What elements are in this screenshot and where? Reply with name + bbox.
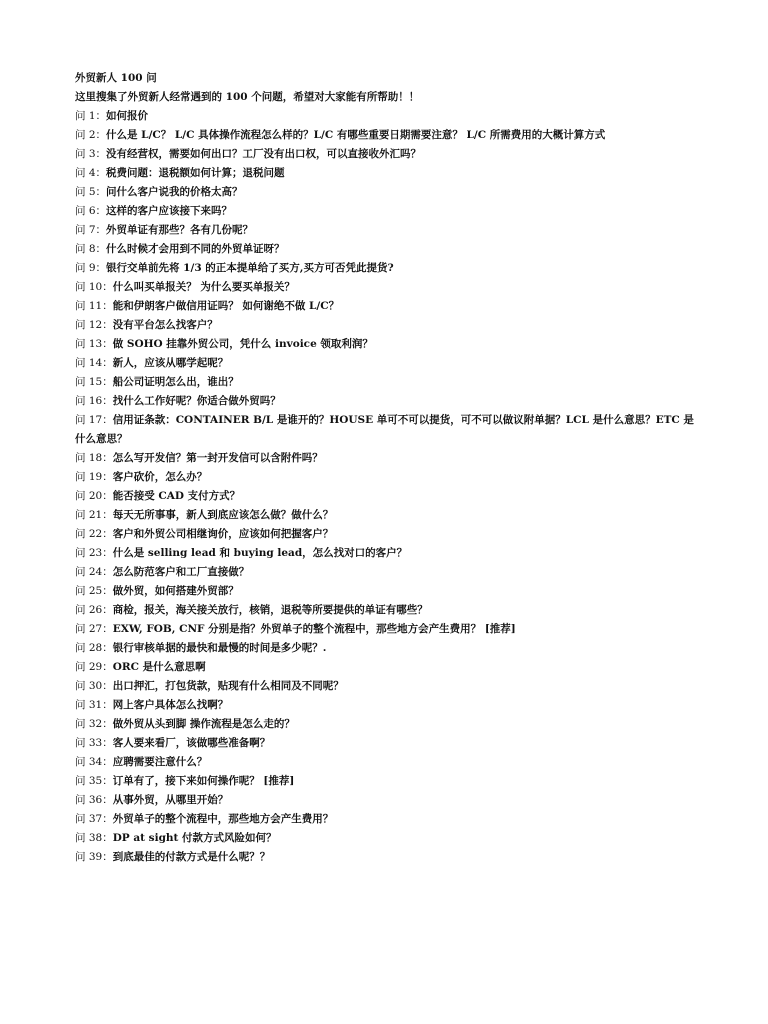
question-text: 应聘需要注意什么？	[112, 756, 208, 768]
question-item	[75, 221, 695, 240]
question-item	[75, 696, 695, 715]
question-number: 问 22：	[75, 528, 113, 540]
question-text: 如何报价	[106, 110, 149, 122]
question-item	[75, 468, 695, 487]
question-number: 问 23：	[75, 547, 113, 559]
question-number: 问 12：	[75, 319, 113, 331]
question-text: 到底最佳的付款方式是什么呢？？	[112, 851, 271, 863]
question-number: 问 24：	[75, 566, 113, 578]
question-number: 问 3：	[75, 148, 107, 160]
question-number: 问 19：	[75, 471, 113, 483]
question-text: 客人要来看厂，该做哪些准备啊？	[112, 737, 271, 749]
question-text: 找什么工作好呢？你适合做外贸吗？	[112, 395, 281, 407]
question-number: 问 25：	[75, 585, 113, 597]
question-text: 客户和外贸公司相继询价，应该如何把握客户？	[112, 528, 334, 540]
question-text: 做外贸从头到脚 操作流程是怎么走的？	[112, 718, 295, 730]
question-number: 问 10：	[75, 281, 113, 293]
question-item	[75, 506, 695, 525]
question-number: 问 18：	[75, 452, 113, 464]
question-number: 问 36：	[75, 794, 113, 806]
question-item	[75, 411, 695, 449]
question-number: 问 28：	[75, 642, 113, 654]
question-number: 问 14：	[75, 357, 113, 369]
question-text: 什么是 L/C？ L/C 具体操作流程怎么样的？L/C 有哪些重要日期需要注意？ L/C 所需费用的大概计算方式	[106, 129, 606, 141]
question-number: 问 34：	[75, 756, 113, 768]
document-page	[75, 69, 695, 867]
question-text: 从事外贸，从哪里开始？	[112, 794, 229, 806]
question-text: 能否接受 CAD 支付方式？	[112, 490, 241, 502]
question-item	[75, 791, 695, 810]
question-number: 问 27：	[75, 623, 113, 635]
question-number: 问 33：	[75, 737, 113, 749]
question-item	[75, 259, 695, 278]
question-text: 税费问题：退税额如何计算；退税问题	[106, 167, 285, 179]
question-item	[75, 449, 695, 468]
question-number: 问 5：	[75, 186, 107, 198]
question-item	[75, 316, 695, 335]
question-item	[75, 392, 695, 411]
question-item	[75, 107, 695, 126]
question-number: 问 2：	[75, 129, 107, 141]
question-number: 问 30：	[75, 680, 113, 692]
question-number: 问 38：	[75, 832, 113, 844]
question-item	[75, 354, 695, 373]
question-number: 问 29：	[75, 661, 113, 673]
question-item	[75, 563, 695, 582]
question-text: 每天无所事事，新人到底应该怎么做？做什么？	[112, 509, 334, 521]
question-item	[75, 525, 695, 544]
question-number: 问 21：	[75, 509, 113, 521]
question-item	[75, 487, 695, 506]
question-text: 没有经营权，需要如何出口？工厂没有出口权，可以直接收外汇吗？	[106, 148, 422, 160]
question-number: 问 15：	[75, 376, 113, 388]
question-text: 做 SOHO 挂靠外贸公司，凭什么 invoice 领取利润？	[112, 338, 373, 350]
question-item	[75, 848, 695, 867]
question-text: 商检，报关，海关接关放行，核销，退税等所要提供的单证有哪些？	[112, 604, 428, 616]
question-text: 新人，应该从哪学起呢？	[112, 357, 229, 369]
question-number: 问 32：	[75, 718, 113, 730]
question-item	[75, 601, 695, 620]
question-item	[75, 639, 695, 658]
question-text: 问什么客户说我的价格太高？	[106, 186, 243, 198]
question-item	[75, 829, 695, 848]
question-text: 信用证条款：CONTAINER B/L 是谁开的？HOUSE 单可不可以提货，可不可以做议附单据？LCL 是什么意思？ETC 是什么意思？	[75, 414, 694, 445]
question-text: 什么叫买单报关？ 为什么要买单报关？	[112, 281, 295, 293]
question-number: 问 6：	[75, 205, 107, 217]
question-item	[75, 335, 695, 354]
question-number: 问 39：	[75, 851, 113, 863]
question-text: 银行审核单据的最快和最慢的时间是多少呢？.	[112, 642, 327, 654]
question-item	[75, 164, 695, 183]
question-text: 这样的客户应该接下来吗？	[106, 205, 233, 217]
question-number: 问 7：	[75, 224, 107, 236]
question-item	[75, 582, 695, 601]
question-item	[75, 658, 695, 677]
question-text: 做外贸，如何搭建外贸部？	[112, 585, 239, 597]
question-number: 问 1：	[75, 110, 107, 122]
question-item	[75, 544, 695, 563]
question-item	[75, 734, 695, 753]
question-text: 怎么写开发信？第一封开发信可以含附件吗？	[112, 452, 323, 464]
question-text: 外贸单证有那些？各有几份呢？	[106, 224, 254, 236]
question-number: 问 11：	[75, 300, 113, 312]
question-item	[75, 810, 695, 829]
question-number: 问 37：	[75, 813, 113, 825]
question-item	[75, 183, 695, 202]
question-text: 怎么防范客户和工厂直接做？	[112, 566, 250, 578]
question-item	[75, 202, 695, 221]
question-item	[75, 145, 695, 164]
question-number: 问 20：	[75, 490, 113, 502]
question-text: 银行交单前先将 1/3 的正本提单给了买方,买方可否凭此提货?	[106, 262, 394, 274]
question-text: 网上客户具体怎么找啊？	[112, 699, 229, 711]
question-number: 问 4：	[75, 167, 107, 179]
question-number: 问 9：	[75, 262, 107, 274]
question-number: 问 31：	[75, 699, 113, 711]
question-item	[75, 677, 695, 696]
question-item	[75, 620, 695, 639]
question-item	[75, 126, 695, 145]
document-title: 外贸新人 100 问	[75, 72, 157, 84]
question-text: 没有平台怎么找客户？	[112, 319, 218, 331]
question-number: 问 16：	[75, 395, 113, 407]
question-text: 能和伊朗客户做信用证吗？ 如何谢绝不做 L/C？	[112, 300, 340, 312]
question-text: 外贸单子的整个流程中，那些地方会产生费用？	[112, 813, 334, 825]
question-item	[75, 373, 695, 392]
question-text: DP at sight 付款方式风险如何？	[112, 832, 277, 844]
question-item	[75, 715, 695, 734]
question-number: 问 13：	[75, 338, 113, 350]
question-item	[75, 772, 695, 791]
question-item	[75, 240, 695, 259]
question-item	[75, 753, 695, 772]
question-number: 问 35：	[75, 775, 113, 787]
question-item	[75, 278, 695, 297]
question-text: 订单有了，接下来如何操作呢？ [推荐]	[112, 775, 295, 787]
question-text: ORC 是什么意思啊	[112, 661, 206, 673]
question-item	[75, 297, 695, 316]
document-intro: 这里搜集了外贸新人经常遇到的 100 个问题，希望对大家能有所帮助！！	[75, 91, 420, 103]
question-number: 问 26：	[75, 604, 113, 616]
question-number: 问 17：	[75, 414, 113, 426]
question-text: EXW, FOB, CNF 分别是指？外贸单子的整个流程中，那些地方会产生费用？ [推荐]	[112, 623, 516, 635]
question-text: 船公司证明怎么出，谁出？	[112, 376, 239, 388]
question-text: 客户砍价，怎么办？	[112, 471, 208, 483]
question-list	[75, 107, 695, 867]
question-text: 什么是 selling lead 和 buying lead，怎么找对口的客户？	[112, 547, 408, 559]
question-text: 出口押汇，打包货款，贴现有什么相同及不同呢？	[112, 680, 344, 692]
question-text: 什么时候才会用到不同的外贸单证呀？	[106, 243, 285, 255]
question-number: 问 8：	[75, 243, 107, 255]
